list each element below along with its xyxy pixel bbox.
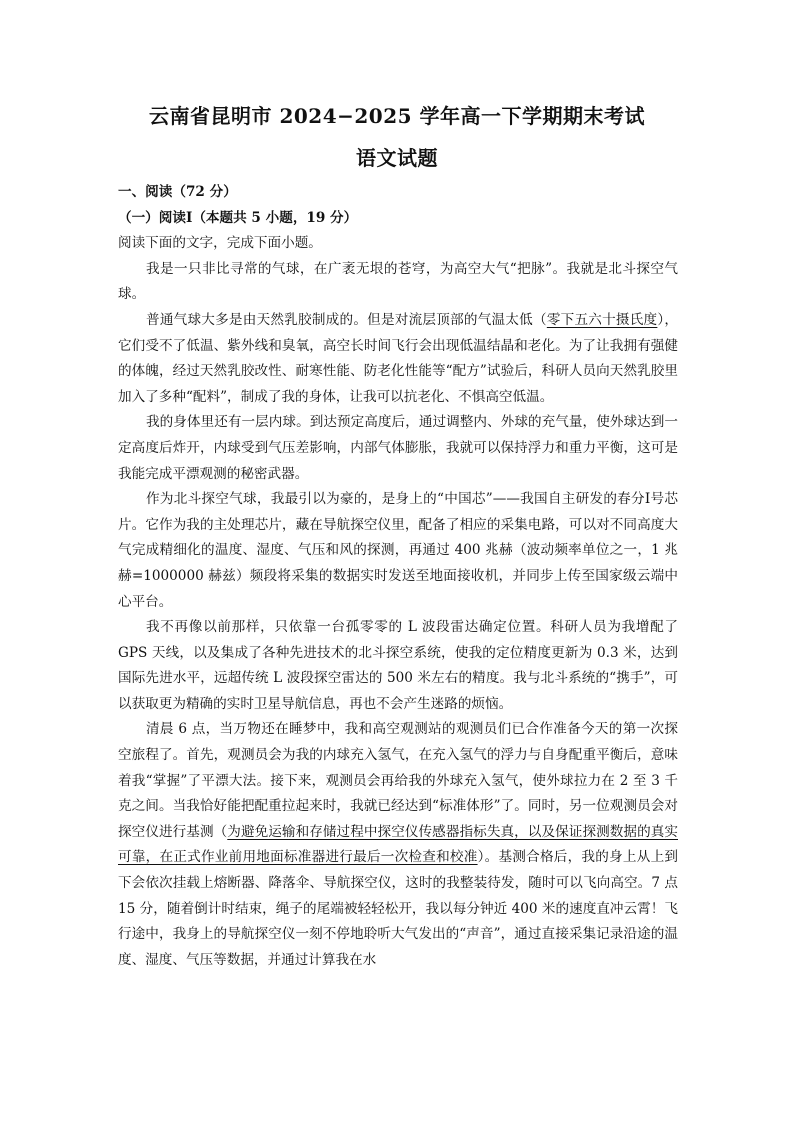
paragraph-6-text-b: ）。基测合格后，我的身上从上到下会依次挂载上熔断器、降落伞、导航探空仪，这时的我整装待发，随时可以飞向高空。7 点 15 分，随着倒计时结束，绳子的尾端被轻轻松开，我以每分钟近 400 米的速度直冲云霄！飞行途中，我身上的导航探空仪一刻不停地聆听大气发出的“声音”，通过直接采集记录沿途的温度、湿度、气压等数据，并通过计算我在水 — [118, 849, 679, 968]
paragraph-6-text-a: 清晨 6 点，当万物还在睡梦中，我和高空观测站的观测员们已合作准备今天的第一次探空旅程了。首先，观测员会为我的内球充入氢气，在充入氢气的浮力与自身配重平衡后，意味着我“掌握”了平漂大法。接下来，观测员会再给我的外球充入氢气，使外球拉力在 2 至 3 千克之间。当我恰好能把配重拉起来时，我就已经达到“标准体形”了。同时，另一位观测员会对探空仪进行基测（ — [118, 721, 678, 840]
paragraph-3: 我的身体里还有一层内球。到达预定高度后，通过调整内、外球的充气量，使外球达到一定高度后炸开，内球受到气压差影响，内部气体膨胀，我就可以保持浮力和重力平衡，这可是我能完成平漂观测的秘密武器。 — [118, 414, 678, 482]
paragraph-1: 我是一只非比寻常的气球，在广袤无垠的苍穹，为高空大气“把脉”。我就是北斗探空气球。 — [118, 260, 678, 303]
page-subtitle: 语文试题 — [356, 146, 438, 170]
instruction-text: 阅读下面的文字，完成下面小题。 — [118, 235, 322, 252]
paragraph-2-underlined: 零下五六十摄氏度 — [546, 311, 658, 328]
paragraph-5: 我不再像以前那样，只依靠一台孤零零的 L 波段雷达确定位置。科研人员为我增配了 GPS 天线，以及集成了各种先进技术的北斗探空系统，使我的定位精度更新为 0.3 米，达到国际先进水平，远超传统 L 波段探空雷达的 500 米左右的精度。我与北斗系统的“携手”，可以获取更为精确的实时卫星导航信息，再也不会产生迷路的烦恼。 — [118, 619, 678, 712]
paragraph-6-underlined: 为避免运输和存储过程中探空仪传感器指标失真，以及保证探测数据的真实可靠，在正式作业前用地面标准器进行最后一次检查和校准 — [118, 823, 678, 866]
paragraph-6 — [118, 717, 678, 973]
paragraph-4: 作为北斗探空气球，我最引以为豪的，是身上的“中国芯”——我国自主研发的春分Ⅰ号芯片。它作为我的主处理芯片，藏在导航探空仪里，配备了相应的采集电路，可以对不同高度大气完成精细化的温度、湿度、气压和风的探测，再通过 400 兆赫（波动频率单位之一，1 兆赫=1000000 赫兹）频段将采集的数据实时发送至地面接收机，并同步上传至国家级云端中心平台。 — [118, 491, 678, 610]
paragraph-2-text-b: ），它们受不了低温、紫外线和臭氧，高空长时间飞行会出现低温结晶和老化。为了让我拥有强健的体魄，经过天然乳胶改性、耐寒性能、防老化性能等“配方”试验后，科研人员向天然乳胶里加入了多种“配料”，制成了我的身体，让我可以抗老化、不惧高空低温。 — [118, 311, 679, 405]
subsection-heading: （一）阅读Ⅰ（本题共 5 小题，19 分） — [118, 209, 358, 226]
section-heading: 一、阅读（72 分） — [118, 184, 237, 200]
document-body — [118, 180, 678, 973]
page-title: 云南省昆明市 2024−2025 学年高一下学期期末考试 — [148, 104, 645, 128]
paragraph-2 — [118, 308, 678, 410]
paragraph-2-text-a: 普通气球大多是由天然乳胶制成的。但是对流层顶部的气温太低（ — [146, 311, 547, 328]
